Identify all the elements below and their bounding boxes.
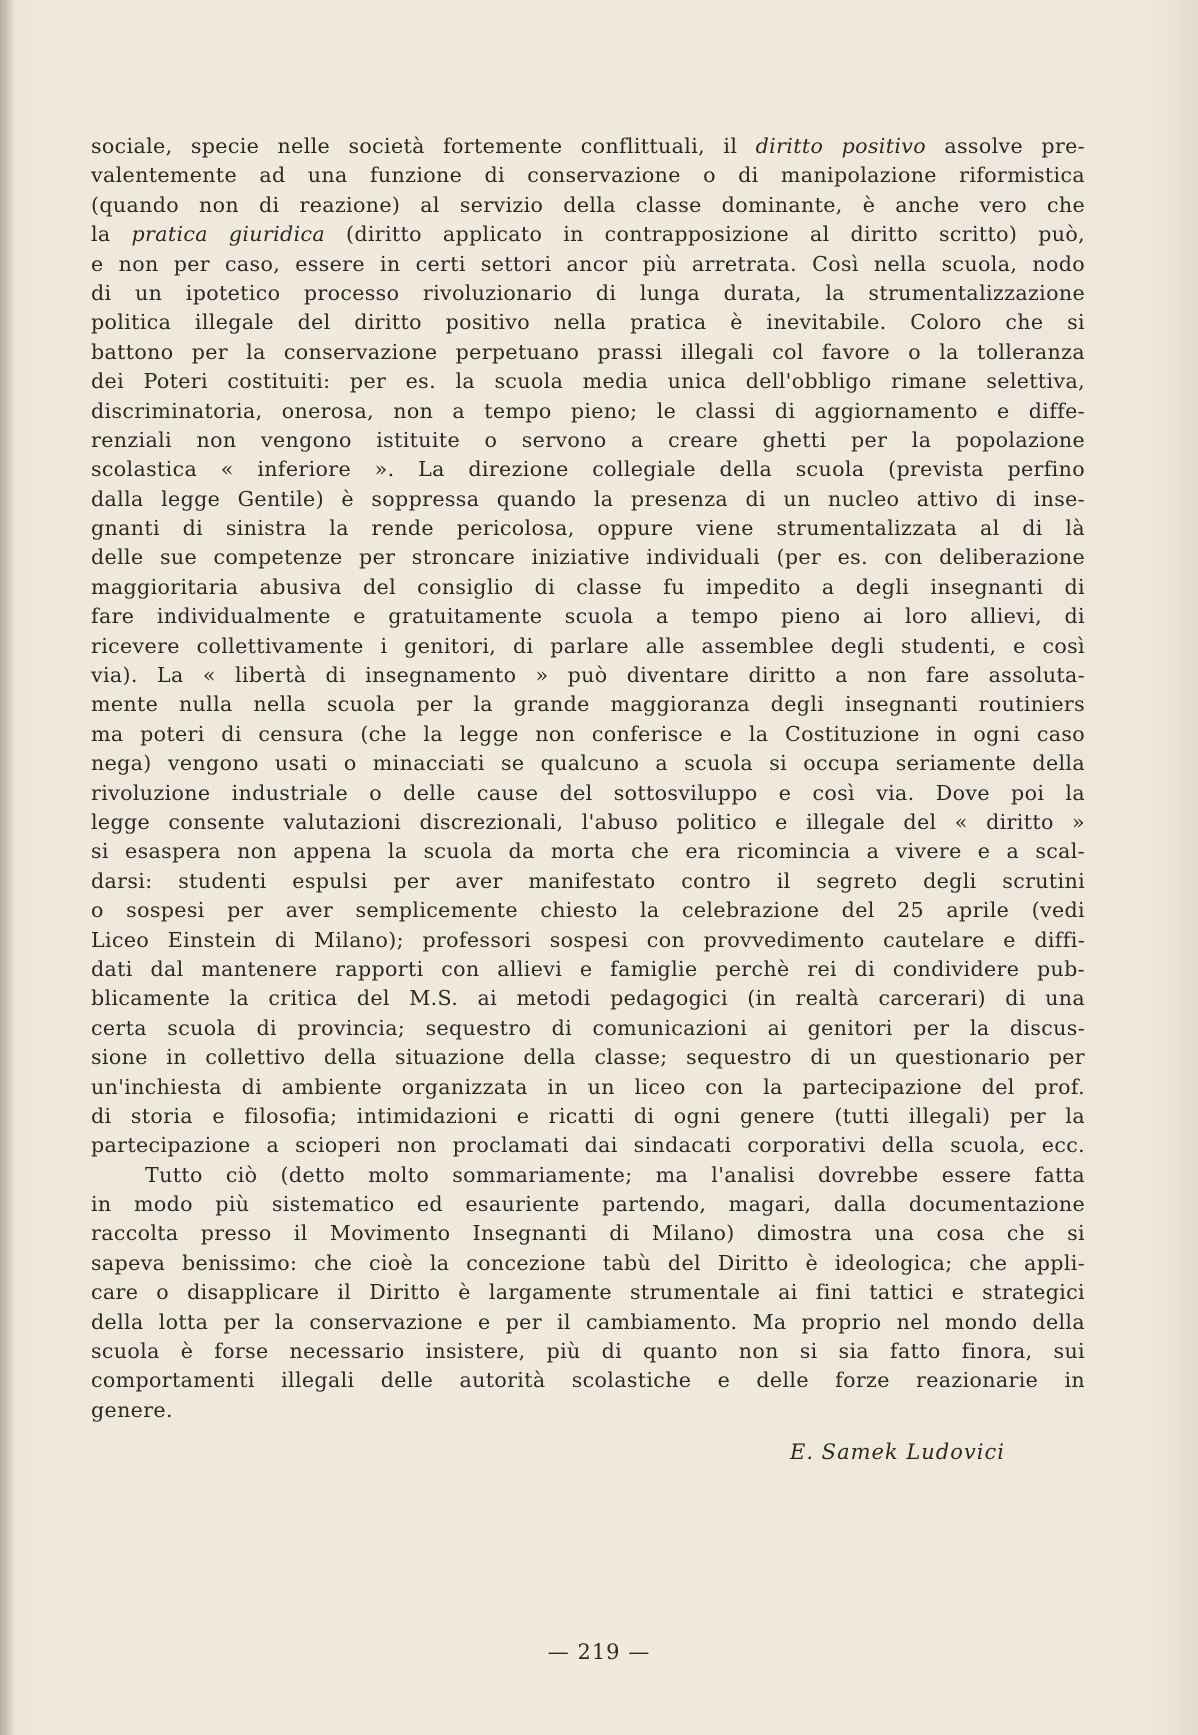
text-run: rivoluzione industriale o delle cause del sottosviluppo e così via. Dove poi la	[91, 780, 1085, 805]
text-run: raccolta presso il Movimento Insegnanti di Milano) dimostra una cosa che si	[91, 1221, 1085, 1246]
text-line	[91, 867, 1085, 896]
text-line	[91, 779, 1085, 808]
text-run: partecipazione a scioperi non proclamati dai sindacati corporativi della scuola, ecc.	[91, 1133, 1085, 1158]
text-line	[91, 1219, 1085, 1248]
text-run: care o disapplicare il Diritto è largamente strumentale ai fini tattici e strategici	[91, 1280, 1085, 1305]
text-run: renziali non vengono istituite o servono a creare ghetti per la popolazione	[91, 427, 1085, 452]
text-line	[91, 1308, 1085, 1337]
text-run: via). La « libertà di insegnamento » può diventare diritto a non fare assoluta-	[91, 663, 1085, 688]
text-line	[91, 984, 1085, 1013]
text-line	[91, 1249, 1085, 1278]
text-line	[91, 279, 1085, 308]
text-line	[91, 1337, 1085, 1366]
author-signature: E. Samek Ludovici	[790, 1440, 1005, 1464]
text-line	[91, 808, 1085, 837]
text-run: maggioritaria abusiva del consiglio di classe fu impedito a degli insegnanti di	[91, 574, 1085, 599]
text-run: sociale, specie nelle società fortemente conflittuali, il	[91, 134, 756, 158]
text-run: dati dal mantenere rapporti con allievi e famiglie perchè rei di condividere pub-	[91, 956, 1085, 981]
text-run: sapeva benissimo: che cioè la concezione tabù del Diritto è ideologica; che appli-	[91, 1250, 1085, 1275]
text-run: delle sue competenze per stroncare iniziative individuali (per es. con deliberazione	[91, 545, 1085, 570]
text-line	[91, 955, 1085, 984]
text-run: (quando non di reazione) al servizio della classe dominante, è anche vero che	[91, 192, 1085, 217]
italic-term: diritto positivo	[755, 134, 927, 158]
text-run: Tutto ciò (detto molto sommariamente; ma l'analisi dovrebbe essere fatta	[145, 1162, 1085, 1187]
text-run: scolastica « inferiore ». La direzione collegiale della scuola (prevista perfino	[91, 457, 1085, 482]
text-run: assolve pre-	[926, 134, 1085, 158]
text-run: la	[91, 222, 132, 247]
text-line	[91, 896, 1085, 925]
text-line	[91, 602, 1085, 631]
text-line	[91, 1073, 1085, 1102]
text-line	[91, 426, 1085, 455]
text-line	[91, 632, 1085, 661]
text-line	[91, 1102, 1085, 1131]
text-run: (diritto applicato in contrapposizione al diritto scritto) può,	[325, 222, 1085, 247]
text-run: un'inchiesta di ambiente organizzata in un liceo con la partecipazione del prof.	[91, 1074, 1085, 1099]
text-run: di un ipotetico processo rivoluzionario di lunga durata, la strumentalizzazione	[91, 280, 1085, 305]
text-line	[91, 220, 1085, 249]
text-run: blicamente la critica del M.S. ai metodi pedagogici (in realtà carcerari) di una	[91, 986, 1085, 1011]
text-run: discriminatoria, onerosa, non a tempo pieno; le classi di aggiornamento e diffe-	[91, 398, 1085, 423]
text-run: e non per caso, essere in certi settori ancor più arretrata. Così nella scuola, nodo	[91, 251, 1085, 276]
text-line	[91, 485, 1085, 514]
text-run: ma poteri di censura (che la legge non conferisce e la Costituzione in ogni caso	[91, 721, 1085, 746]
text-run: politica illegale del diritto positivo nella pratica è inevitabile. Coloro che si	[91, 310, 1085, 335]
text-line	[91, 308, 1085, 337]
text-line	[91, 1366, 1085, 1395]
text-line	[91, 1043, 1085, 1072]
text-run: genere.	[91, 1397, 173, 1422]
text-run: certa scuola di provincia; sequestro di comunicazioni ai genitori per la discus-	[91, 1015, 1085, 1040]
text-run: valentemente ad una funzione di conservazione o di manipolazione riformistica	[91, 163, 1085, 188]
text-run: sione in collettivo della situazione della classe; sequestro di un questionario per	[91, 1045, 1085, 1070]
text-line	[91, 1190, 1085, 1219]
text-run: dei Poteri costituiti: per es. la scuola media unica dell'obbligo rimane selettiva,	[91, 369, 1085, 394]
text-run: si esaspera non appena la scuola da morta che era ricomincia a vivere e a scal-	[91, 839, 1085, 864]
text-run: Liceo Einstein di Milano); professori sospesi con provvedimento cautelare e diffi-	[91, 927, 1085, 952]
page-edge-shadow	[0, 0, 14, 1735]
text-line	[91, 1131, 1085, 1160]
text-run: mente nulla nella scuola per la grande maggioranza degli insegnanti routiniers	[91, 692, 1085, 717]
text-run: darsi: studenti espulsi per aver manifestato contro il segreto degli scrutini	[91, 868, 1085, 893]
text-run: legge consente valutazioni discrezionali, l'abuso politico e illegale del « diritto »	[91, 809, 1085, 834]
text-line	[91, 720, 1085, 749]
text-line	[91, 573, 1085, 602]
text-run: gnanti di sinistra la rende pericolosa, oppure viene strumentalizzata al di là	[91, 516, 1085, 541]
text-line	[91, 690, 1085, 719]
text-line	[91, 837, 1085, 866]
text-line	[91, 1014, 1085, 1043]
italic-term: pratica giuridica	[131, 222, 326, 247]
text-line	[91, 338, 1085, 367]
text-run: battono per la conservazione perpetuano prassi illegali col favore o la tolleranza	[91, 339, 1085, 364]
text-line	[91, 749, 1085, 778]
text-run: ricevere collettivamente i genitori, di parlare alle assemblee degli studenti, e così	[91, 633, 1085, 658]
text-run: nega) vengono usati o minacciati se qualcuno a scuola si occupa seriamente della	[91, 751, 1085, 776]
text-run: fare individualmente e gratuitamente scuola a tempo pieno ai loro allievi, di	[91, 604, 1085, 629]
text-line	[91, 367, 1085, 396]
text-line	[91, 397, 1085, 426]
text-run: o sospesi per aver semplicemente chiesto la celebrazione del 25 aprile (vedi	[91, 898, 1085, 923]
text-line	[91, 514, 1085, 543]
text-run: della lotta per la conservazione e per il cambiamento. Ma proprio nel mondo della	[91, 1309, 1085, 1334]
text-line	[91, 1278, 1085, 1307]
text-line	[91, 191, 1085, 220]
text-line	[91, 132, 1085, 161]
text-line	[91, 661, 1085, 690]
text-line	[91, 543, 1085, 572]
text-line	[91, 250, 1085, 279]
text-line	[91, 455, 1085, 484]
text-run: scuola è forse necessario insistere, più di quanto non si sia fatto finora, sui	[91, 1339, 1085, 1364]
text-line	[91, 926, 1085, 955]
text-run: in modo più sistematico ed esauriente partendo, magari, dalla documentazione	[91, 1192, 1085, 1217]
text-line	[91, 1161, 1085, 1190]
text-run: comportamenti illegali delle autorità scolastiche e delle forze reazionarie in	[91, 1368, 1085, 1393]
text-run: di storia e filosofia; intimidazioni e ricatti di ogni genere (tutti illegali) per la	[91, 1103, 1085, 1128]
body-text	[91, 132, 1085, 1425]
text-line	[91, 1396, 1085, 1425]
text-line	[91, 161, 1085, 190]
page-number: — 219 —	[547, 1640, 651, 1664]
text-run: dalla legge Gentile) è soppressa quando la presenza di un nucleo attivo di inse-	[91, 486, 1085, 511]
